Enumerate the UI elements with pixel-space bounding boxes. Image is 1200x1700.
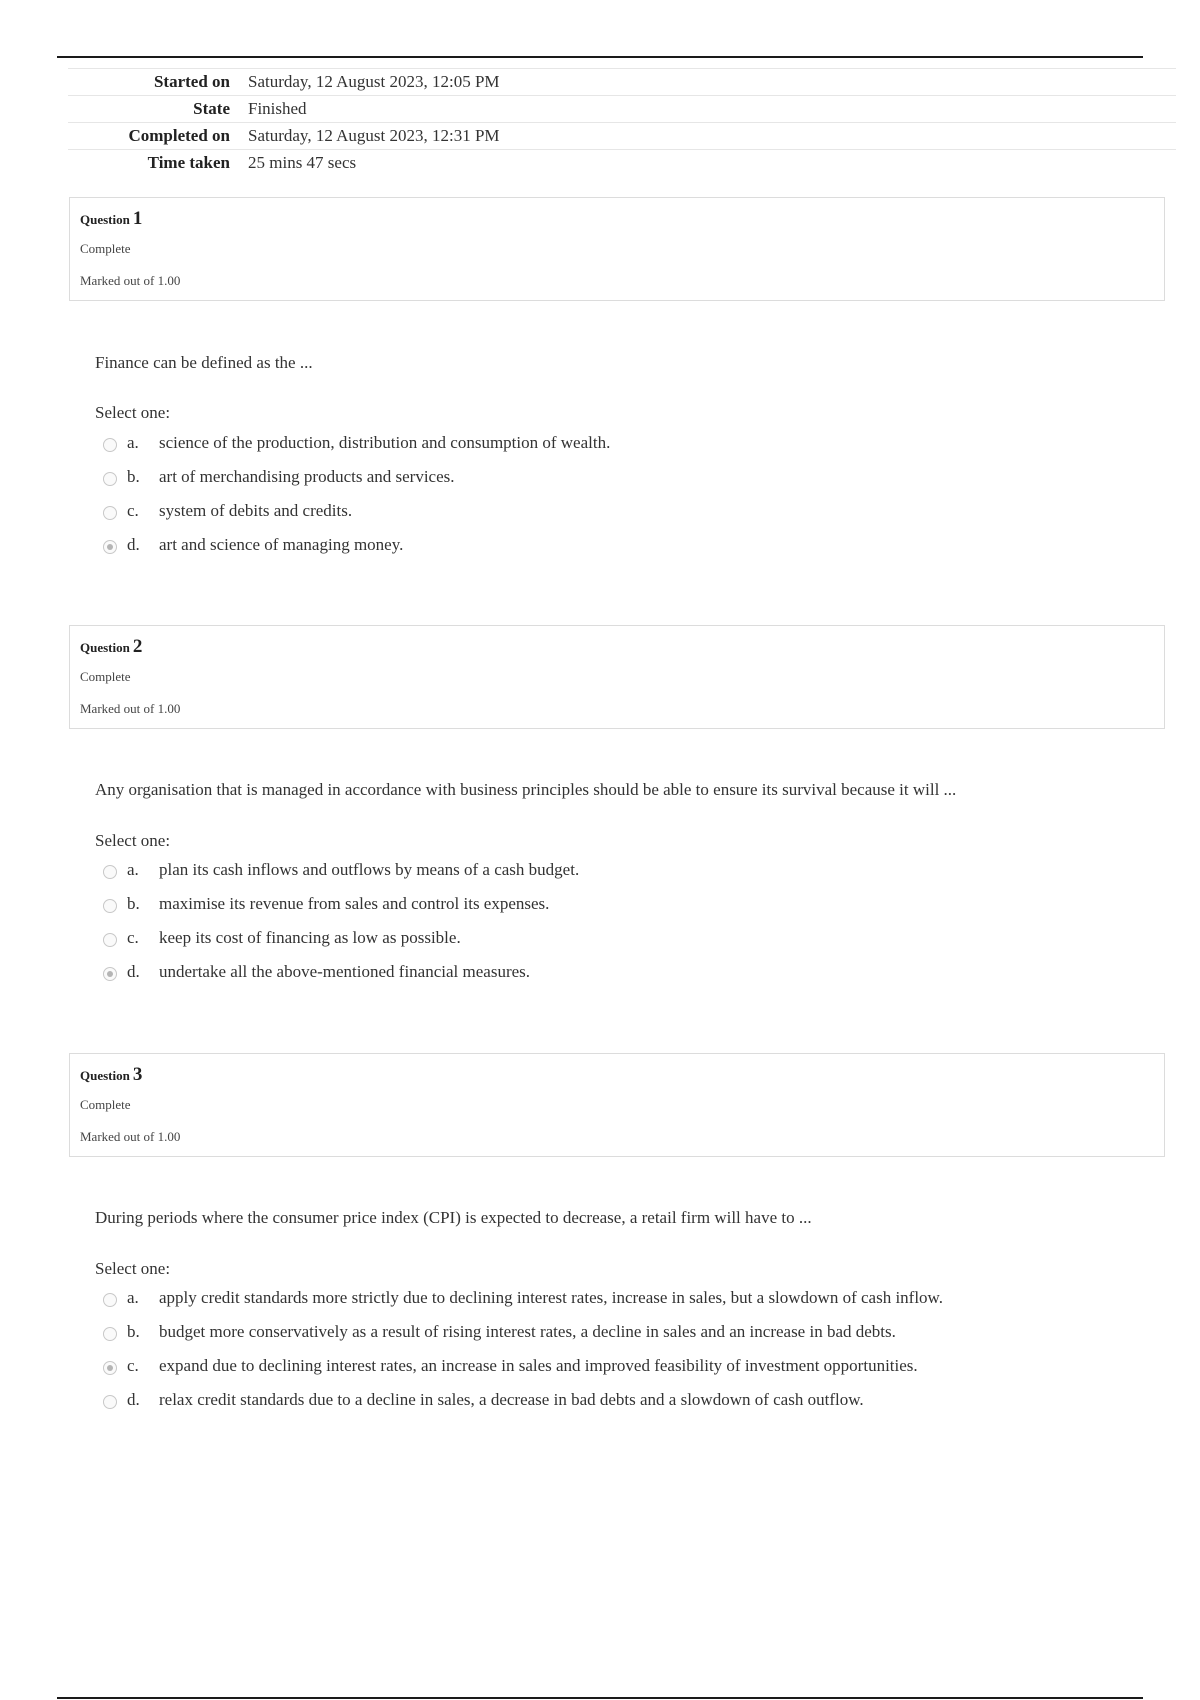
answer-option-b[interactable] — [103, 460, 610, 494]
answer-option-c[interactable] — [103, 921, 579, 955]
question-grade: Marked out of 1.00 — [80, 273, 181, 288]
question-2-options — [103, 853, 579, 989]
summary-label: Started on — [153, 72, 230, 91]
option-letter: c. — [127, 1356, 139, 1375]
summary-row-time-taken — [68, 149, 1176, 176]
summary-value: Saturday, 12 August 2023, 12:31 PM — [248, 126, 500, 145]
question-3-prompt: Select one: — [95, 1259, 171, 1278]
summary-row-state — [68, 95, 1176, 122]
answer-option-a[interactable] — [103, 1281, 943, 1315]
radio-button[interactable] — [103, 899, 117, 913]
question-1-prompt: Select one: — [95, 403, 171, 422]
answer-option-c[interactable] — [103, 1349, 943, 1383]
option-text: science of the production, distribution and consumption of wealth. — [159, 433, 611, 452]
option-text: art of merchandising products and services. — [159, 467, 455, 486]
radio-button[interactable] — [103, 1395, 117, 1409]
bottom-rule — [57, 1697, 1143, 1699]
radio-button-selected[interactable] — [103, 1361, 117, 1375]
option-letter: c. — [127, 501, 139, 520]
question-2-info — [69, 625, 1165, 729]
question-1-options — [103, 426, 610, 562]
question-3-options — [103, 1281, 943, 1417]
radio-button[interactable] — [103, 506, 117, 520]
option-letter: b. — [127, 467, 140, 486]
question-2-prompt: Select one: — [95, 831, 171, 850]
question-1-info — [69, 197, 1165, 301]
answer-option-a[interactable] — [103, 426, 610, 460]
question-3-text: During periods where the consumer price index (CPI) is expected to decrease, a retail firm will have to ... — [95, 1208, 812, 1227]
question-2-text: Any organisation that is managed in accordance with business principles should be able to ensure its survival because it will ... — [95, 780, 957, 799]
option-letter: b. — [127, 1322, 140, 1341]
option-text: system of debits and credits. — [159, 501, 353, 520]
option-letter: a. — [127, 860, 139, 879]
option-letter: a. — [127, 1288, 139, 1307]
option-text: expand due to declining interest rates, an increase in sales and improved feasibility of investment opportunities. — [159, 1356, 918, 1375]
question-state: Complete — [80, 241, 131, 256]
question-3-info — [69, 1053, 1165, 1157]
answer-option-a[interactable] — [103, 853, 579, 887]
radio-button[interactable] — [103, 865, 117, 879]
question-grade: Marked out of 1.00 — [80, 701, 181, 716]
radio-button[interactable] — [103, 438, 117, 452]
summary-row-started-on — [68, 68, 1176, 95]
summary-label: Completed on — [128, 126, 230, 145]
option-text: relax credit standards due to a decline in sales, a decrease in bad debts and a slowdown of cash outflow. — [159, 1390, 864, 1409]
summary-row-completed-on — [68, 122, 1176, 149]
question-state: Complete — [80, 1097, 131, 1112]
question-number: Question 1 — [80, 208, 143, 229]
radio-button-selected[interactable] — [103, 967, 117, 981]
radio-button-selected[interactable] — [103, 540, 117, 554]
question-number: Question 3 — [80, 1064, 143, 1085]
question-grade: Marked out of 1.00 — [80, 1129, 181, 1144]
summary-value: 25 mins 47 secs — [248, 153, 357, 172]
option-text: undertake all the above-mentioned financial measures. — [159, 962, 531, 981]
attempt-summary-table — [68, 68, 1176, 176]
option-letter: c. — [127, 928, 139, 947]
summary-value: Finished — [248, 99, 307, 118]
answer-option-d[interactable] — [103, 528, 610, 562]
answer-option-d[interactable] — [103, 1383, 943, 1417]
option-letter: d. — [127, 535, 140, 554]
question-state: Complete — [80, 669, 131, 684]
radio-button[interactable] — [103, 1327, 117, 1341]
option-letter: d. — [127, 1390, 140, 1409]
answer-option-b[interactable] — [103, 887, 579, 921]
option-letter: d. — [127, 962, 140, 981]
option-text: maximise its revenue from sales and control its expenses. — [159, 894, 550, 913]
radio-button[interactable] — [103, 933, 117, 947]
question-1-text: Finance can be defined as the ... — [95, 353, 313, 372]
option-text: plan its cash inflows and outflows by means of a cash budget. — [159, 860, 580, 879]
radio-button[interactable] — [103, 1293, 117, 1307]
summary-label: State — [193, 99, 230, 118]
option-letter: a. — [127, 433, 139, 452]
option-text: art and science of managing money. — [159, 535, 404, 554]
summary-label: Time taken — [147, 153, 230, 172]
option-text: keep its cost of financing as low as possible. — [159, 928, 461, 947]
answer-option-b[interactable] — [103, 1315, 943, 1349]
question-number: Question 2 — [80, 636, 143, 657]
radio-button[interactable] — [103, 472, 117, 486]
summary-value: Saturday, 12 August 2023, 12:05 PM — [248, 72, 500, 91]
option-text: budget more conservatively as a result of rising interest rates, a decline in sales and an increase in bad debts. — [159, 1322, 896, 1341]
answer-option-d[interactable] — [103, 955, 579, 989]
option-letter: b. — [127, 894, 140, 913]
option-text: apply credit standards more strictly due to declining interest rates, increase in sales, but a slowdown of cash inflow. — [159, 1288, 943, 1307]
top-rule — [57, 56, 1143, 58]
answer-option-c[interactable] — [103, 494, 610, 528]
